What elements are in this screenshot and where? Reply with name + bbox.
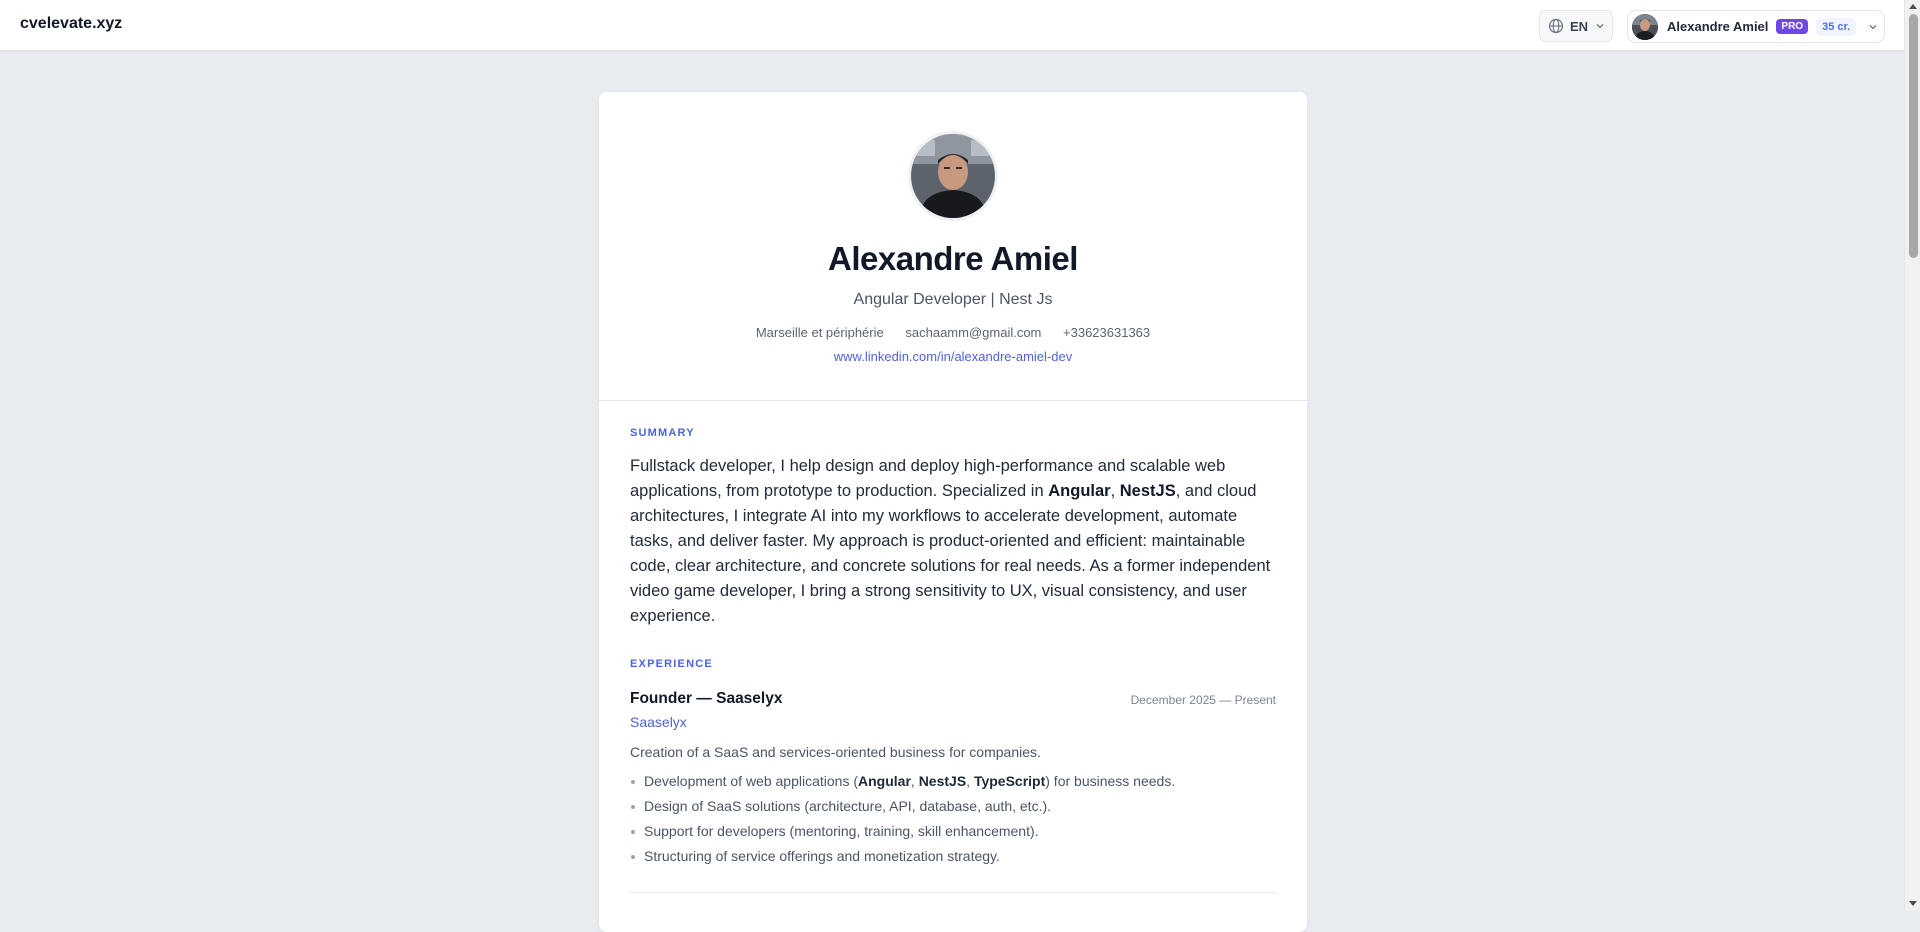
location: Marseille et périphérie [755, 325, 884, 340]
avatar [1632, 14, 1658, 40]
contact-info [599, 325, 1307, 340]
list-item: Structuring of service offerings and monetization strategy. [630, 844, 1276, 869]
summary-heading: SUMMARY [630, 427, 695, 439]
email[interactable]: sachaamm@gmail.com [905, 325, 1042, 340]
phone[interactable]: +33623631363 [1063, 325, 1151, 340]
resume-header [599, 92, 1307, 401]
job-company: Saaselyx [630, 714, 687, 730]
profile-photo [911, 134, 995, 218]
user-name: Alexandre Amiel [1667, 19, 1769, 34]
pro-badge: PRO [1776, 19, 1808, 34]
language-label: EN [1570, 18, 1589, 34]
credits-badge: 35 cr. [1816, 18, 1856, 36]
user-menu-button[interactable] [1627, 10, 1885, 43]
job-bullets [630, 769, 1276, 869]
job-dates: December 2025 — Present [1130, 693, 1276, 707]
page-scrollbar[interactable] [1904, 0, 1920, 911]
list-item: Design of SaaS solutions (architecture, API, database, auth, etc.). [630, 794, 1276, 819]
summary-text: Fullstack developer, I help design and deploy high-performance and scalable web applications, from prototype to production. Specialized in Angular, NestJS, and cloud architectures, I integrate AI into my workflows to accelerate development, automate tasks, and deliver faster. My approach is product-oriented and efficient: maintainable code, clear architecture, and concrete solutions for real needs. As a former independent video game developer, I bring a strong sensitivity to UX, visual consistency, and user experience. [630, 457, 1271, 625]
chevron-down-icon [1595, 21, 1605, 31]
list-item: Support for developers (mentoring, training, skill enhancement). [630, 819, 1276, 844]
globe-icon [1548, 18, 1564, 34]
top-bar [0, 0, 1904, 51]
resume-card [599, 92, 1307, 932]
linkedin-link[interactable]: www.linkedin.com/in/alexandre-amiel-dev [833, 349, 1073, 364]
scroll-down-icon[interactable] [1909, 901, 1917, 906]
brand-logo[interactable]: cvelevate.xyz [20, 15, 123, 32]
job-description: Creation of a SaaS and services-oriented business for companies. [630, 744, 1041, 760]
language-selector[interactable] [1539, 10, 1613, 42]
experience-heading: EXPERIENCE [630, 658, 713, 670]
chevron-down-icon [1868, 22, 1878, 32]
candidate-name: Alexandre Amiel [828, 240, 1078, 277]
scroll-thumb[interactable] [1909, 14, 1918, 258]
section-divider [630, 892, 1276, 893]
list-item: Development of web applications (Angular, NestJS, TypeScript) for business needs. [630, 769, 1276, 794]
scroll-up-icon[interactable] [1909, 4, 1917, 9]
job-title: Founder — Saaselyx [630, 690, 783, 707]
candidate-title: Angular Developer | Nest Js [853, 291, 1053, 308]
